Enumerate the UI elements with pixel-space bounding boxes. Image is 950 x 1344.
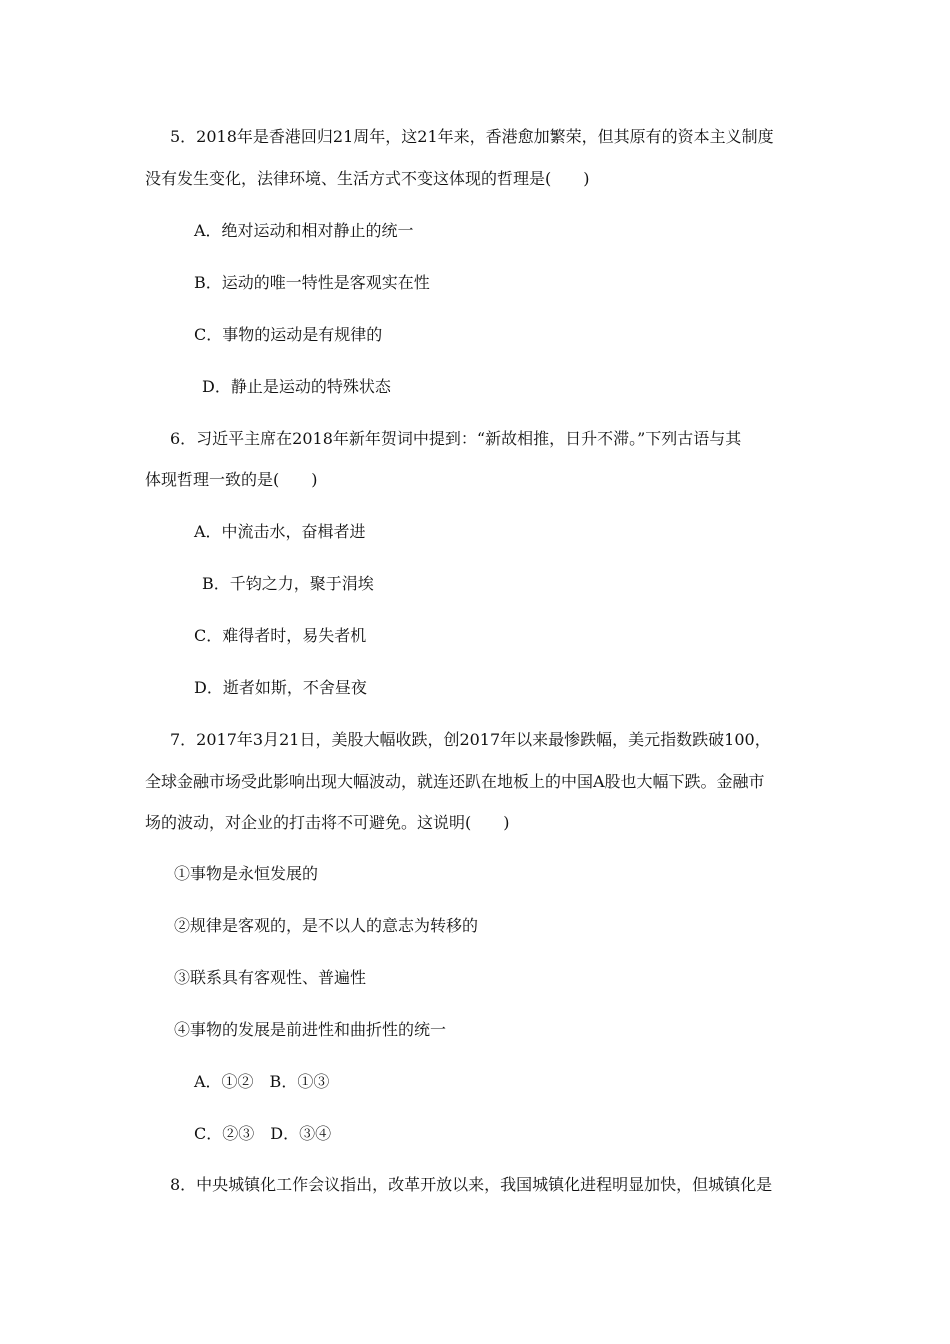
q7-stem-line-2: 全球金融市场受此影响出现大幅波动，就连还趴在地板上的中国A股也大幅下跌。金融市 bbox=[145, 772, 765, 791]
q5-stem-line-1: 5．2018年是香港回归21周年，这21年来，香港愈加繁荣，但其原有的资本主义制度 bbox=[170, 127, 774, 146]
q5-option-b: B．运动的唯一特性是客观实在性 bbox=[194, 273, 430, 292]
q6-option-d: D．逝者如斯，不舍昼夜 bbox=[194, 678, 367, 697]
q7-options-row-2: C．②③ D．③④ bbox=[194, 1124, 332, 1143]
q7-statement-3: ③联系具有客观性、普遍性 bbox=[174, 968, 367, 987]
q5-option-a: A．绝对运动和相对静止的统一 bbox=[194, 221, 414, 240]
q6-stem-line-1: 6．习近平主席在2018年新年贺词中提到：“新故相推，日升不滞。”下列古语与其 bbox=[170, 429, 742, 448]
q6-option-a: A．中流击水，奋楫者进 bbox=[194, 522, 366, 541]
q6-option-b: B．千钧之力，聚于涓埃 bbox=[202, 574, 374, 593]
q5-option-c: C．事物的运动是有规律的 bbox=[194, 325, 383, 344]
q6-stem-line-2: 体现哲理一致的是( ) bbox=[145, 470, 318, 489]
q7-stem-line-3: 场的波动，对企业的打击将不可避免。这说明( ) bbox=[145, 813, 510, 832]
q7-stem-line-1: 7．2017年3月21日，美股大幅收跌，创2017年以来最惨跌幅，美元指数跌破100， bbox=[170, 730, 771, 749]
q7-statement-1: ①事物是永恒发展的 bbox=[174, 864, 319, 883]
q7-statement-4: ④事物的发展是前进性和曲折性的统一 bbox=[174, 1020, 447, 1039]
q6-option-c: C．难得者时，易失者机 bbox=[194, 626, 367, 645]
q5-stem-line-2: 没有发生变化，法律环境、生活方式不变这体现的哲理是( ) bbox=[145, 169, 590, 188]
q8-stem-line-1: 8．中央城镇化工作会议指出，改革开放以来，我国城镇化进程明显加快，但城镇化是 bbox=[170, 1175, 773, 1194]
q5-option-d: D．静止是运动的特殊状态 bbox=[202, 377, 391, 396]
q7-statement-2: ②规律是客观的，是不以人的意志为转移的 bbox=[174, 916, 479, 935]
q7-options-row-1: A．①② B．①③ bbox=[194, 1072, 330, 1091]
